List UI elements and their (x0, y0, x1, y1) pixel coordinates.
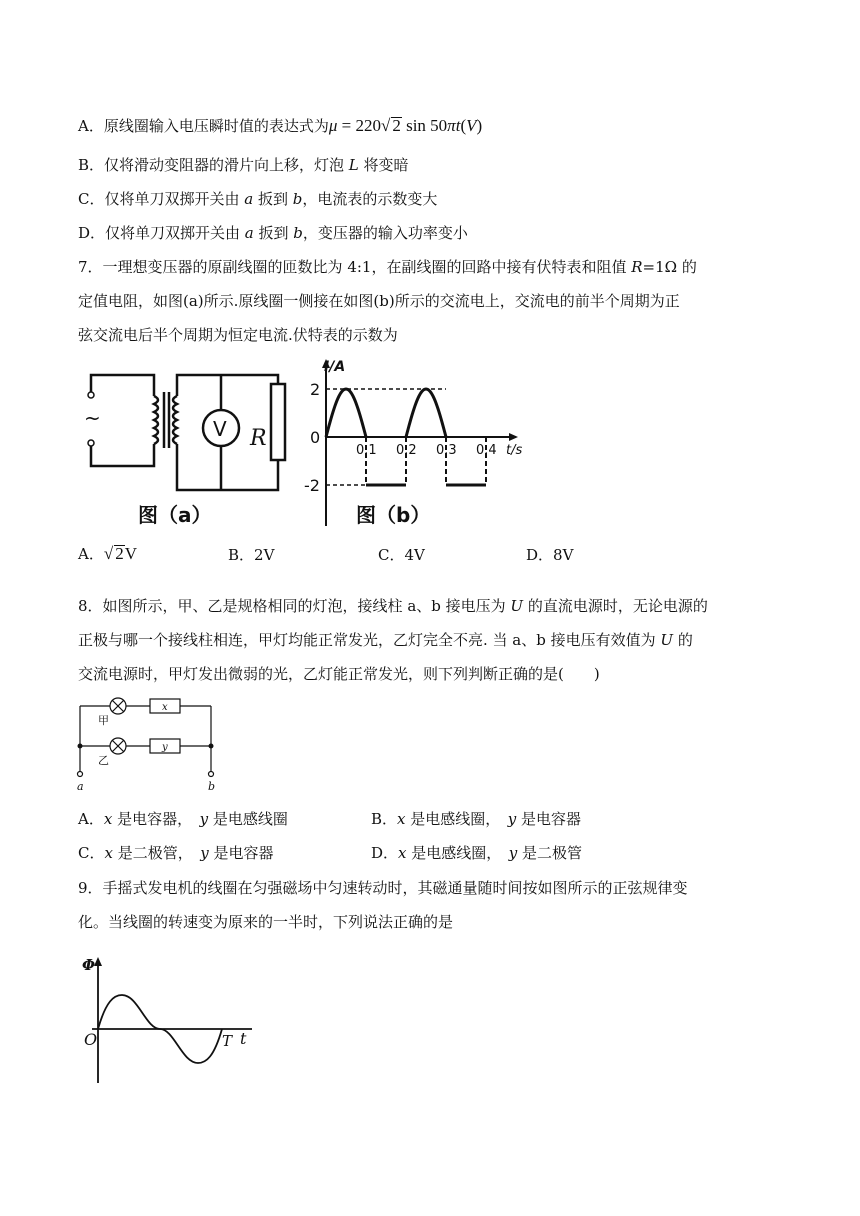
q9-origin-label: O (84, 1030, 98, 1049)
q6-option-c-b: b (292, 190, 303, 208)
component-x-label: x (162, 702, 168, 713)
lamp-top-label: 甲 (98, 714, 109, 727)
chart-x-label: t/s (506, 443, 523, 458)
q8-option-b-x: x (397, 810, 406, 828)
q8-line3: 交流电源时，甲灯发出微弱的光，乙灯能正常发光，则下列判断正确的是( ) (78, 665, 600, 683)
q7-line3: 弦交流电后半个周期为恒定电流.伏特表的示数为 (78, 326, 398, 344)
q8-option-c (78, 843, 274, 863)
q8-option-d-mid: 是电感线圈， (406, 844, 509, 862)
lamp-top-icon (110, 698, 126, 714)
q6-option-b (78, 155, 409, 175)
q6-option-b-pre: B．仅将滑动变阻器的滑片向上移，灯泡 (78, 156, 349, 174)
x-tick-label-3: 0.3 (436, 443, 457, 458)
q6-option-c-mid: 扳到 (253, 190, 293, 208)
q6-option-c (78, 189, 437, 209)
junction-left-top-icon (78, 744, 83, 749)
q9-stem-line-1 (78, 878, 688, 898)
q7-option-a-pre: A． (78, 545, 104, 563)
y-tick-label-2: 0 (310, 428, 321, 447)
q8-stem-line-3 (78, 664, 600, 684)
q6-t: t (455, 116, 461, 135)
chart-y-label: I/A (324, 359, 346, 375)
q6-option-c-pre: C．仅将单刀双掷开关由 (78, 190, 245, 208)
lamp-bottom-icon (110, 738, 126, 754)
q8-line2-U: U (660, 631, 674, 649)
q9-figure (82, 955, 272, 1090)
source-terminal-bottom-icon (88, 440, 94, 446)
q7-figure-a (78, 362, 308, 532)
q8-option-c-y: y (200, 844, 209, 862)
q6-pi: π (447, 116, 456, 135)
q7-option-a (78, 544, 137, 564)
q8-option-a-pre: A． (78, 810, 104, 828)
q6-option-d-a: a (244, 224, 254, 242)
q7-line1-R: R (631, 258, 643, 276)
q6-unit: V (466, 116, 477, 135)
q6-option-c-a: a (244, 190, 254, 208)
q6-option-d-post: ，变压器的输入功率变小 (302, 224, 468, 242)
q7-option-c (378, 545, 425, 565)
q6-option-a-text: A．原线圈输入电压瞬时值的表达式为 (78, 117, 329, 135)
lamp-bottom-label: 乙 (98, 754, 109, 767)
q7-option-b-text: B．2V (228, 546, 275, 564)
ac-source-symbol: ~ (84, 406, 101, 430)
q7-option-a-value: √ 2V (103, 544, 137, 563)
q7-option-b (228, 545, 274, 565)
q9-y-arrow-icon (94, 957, 102, 966)
q6-sqrt: 2 (392, 116, 401, 135)
q7-stem-line-2 (78, 291, 680, 311)
q8-option-a-post: 是电感线圈 (208, 810, 288, 828)
q6-option-a-formula: μ = 220√ 2 sin 50πt(V) (328, 116, 483, 135)
junction-right-top-icon (209, 744, 214, 749)
q8-option-c-post: 是电容器 (208, 844, 274, 862)
q8-option-d-post: 是二极管 (517, 844, 583, 862)
q9-stem-line-2 (78, 912, 453, 932)
x-tick-label-2: 0.2 (396, 443, 417, 458)
q8-line2-post: 的 (673, 631, 693, 649)
q6-option-a (78, 116, 482, 136)
q7-option-c-text: C．4V (378, 546, 425, 564)
q9-line1: 9．手摇式发电机的线圈在匀强磁场中匀速转动时，其磁通量随时间按如图所示的正弦规律变 (78, 879, 688, 897)
q8-option-a-mid: 是电容器， (112, 810, 200, 828)
q8-line1-post: 的直流电源时，无论电源的 (523, 597, 708, 615)
q8-option-a-y: y (199, 810, 209, 828)
q9-y-label: Φ (82, 956, 96, 974)
q7-option-d (526, 545, 573, 565)
q7-stem-line-3 (78, 325, 398, 345)
q8-line1-U: U (510, 597, 524, 615)
q8-option-d-pre: D． (371, 844, 399, 862)
q8-option-b-post: 是电容器 (516, 810, 582, 828)
q6-paren-close: ) (476, 116, 483, 135)
q7-line2: 定值电阻，如图(a)所示.原线圈一侧接在如图(b)所示的交流电上，交流电的前半个周期为正 (78, 292, 680, 310)
q8-option-b-y: y (507, 810, 517, 828)
q6-option-b-post: 将变暗 (358, 156, 409, 174)
q6-option-c-post: ，电流表的示数变大 (302, 190, 438, 208)
q8-option-c-pre: C． (78, 844, 105, 862)
x-tick-label-1: 0.1 (356, 443, 377, 458)
q6-eq: = 220 (337, 116, 381, 135)
x-axis-arrow-icon (509, 433, 518, 441)
q8-option-b-mid: 是电感线圈， (405, 810, 508, 828)
q8-option-c-mid: 是二极管， (112, 844, 201, 862)
q9-x-label: t (240, 1029, 247, 1048)
q6-option-d (78, 223, 468, 243)
q8-option-b-pre: B． (371, 810, 398, 828)
q9-line2: 化。当线圈的转速变为原来的一半时，下列说法正确的是 (78, 913, 454, 931)
q7-figure-b (296, 354, 536, 529)
figure-a-caption: 图（a） (138, 503, 212, 527)
y-tick-label-1: 2 (310, 380, 321, 399)
q6-mu: μ (328, 116, 338, 135)
q6-paren-open: ( (460, 116, 467, 135)
q8-line1-pre: 8．如图所示，甲、乙是规格相同的灯泡，接线柱 a、b 接电压为 (78, 597, 511, 615)
y-tick-label-3: -2 (304, 476, 320, 495)
q7-line1-post: =1Ω 的 (642, 258, 697, 276)
q7-option-d-text: D．8V (526, 546, 574, 564)
terminal-b-label: b (208, 780, 216, 793)
q6-option-b-L: L (348, 156, 359, 174)
q7-option-a-sqrt: 2 (115, 544, 124, 563)
q6-option-d-b: b (293, 224, 303, 242)
q7-line1-pre: 7．一理想变压器的原副线圈的匝数比为 4:1，在副线圈的回路中接有伏特表和阻值 (78, 258, 632, 276)
component-y-label: y (162, 742, 168, 753)
q6-option-d-mid: 扳到 (253, 224, 294, 242)
voltmeter-label: V (213, 417, 227, 441)
q8-stem-line-1 (78, 596, 708, 616)
q8-stem-line-2 (78, 630, 693, 650)
x-tick-label-4: 0.4 (476, 443, 497, 458)
terminal-a-icon (78, 772, 83, 777)
q8-option-a (78, 809, 288, 829)
q8-option-c-x: x (104, 844, 113, 862)
resistor-label: R (250, 426, 267, 451)
terminal-a-label: a (77, 780, 84, 793)
source-terminal-top-icon (88, 392, 94, 398)
q8-line2-pre: 正极与哪一个接线柱相连，甲灯均能正常发光，乙灯完全不亮. 当 a、b 接电压有效值为 (78, 631, 661, 649)
q8-option-d-x: x (398, 844, 407, 862)
q8-figure (72, 692, 222, 802)
q7-option-a-unit: V (124, 544, 137, 563)
q7-stem-line-1 (78, 257, 697, 277)
q8-option-d (371, 843, 582, 863)
q6-option-d-pre: D．仅将单刀双掷开关由 (78, 224, 245, 242)
sine-segment-3 (406, 389, 446, 437)
q8-option-d-y: y (508, 844, 518, 862)
sine-segment-1 (326, 389, 366, 437)
q6-sin: sin 50 (401, 116, 448, 135)
q8-option-a-x: x (103, 810, 113, 828)
terminal-b-icon (209, 772, 214, 777)
q9-period-label: T (222, 1032, 233, 1050)
q8-option-b (371, 809, 581, 829)
figure-b-caption: 图（b） (356, 503, 431, 527)
